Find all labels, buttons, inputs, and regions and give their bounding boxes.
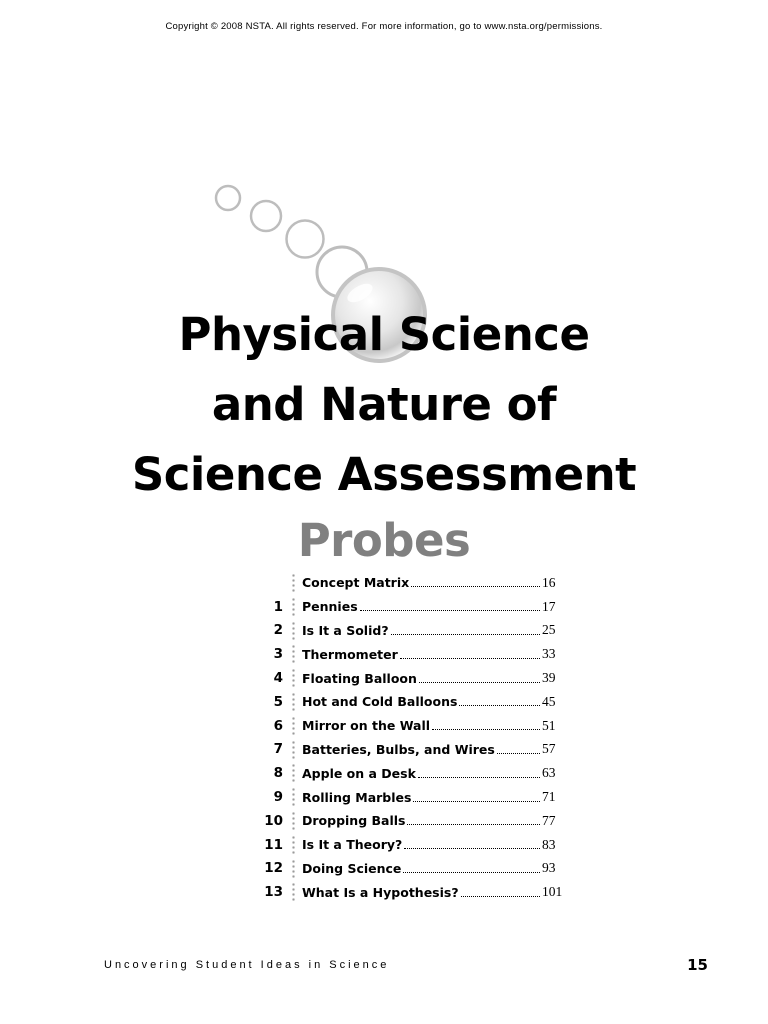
toc-dotted-divider — [283, 833, 302, 857]
toc-entry-page: 83 — [542, 836, 556, 852]
toc-entry-title: Doing Science — [302, 860, 402, 876]
toc-dot-leader — [403, 872, 540, 873]
toc-dot-leader — [461, 896, 540, 897]
toc-dotted-divider — [283, 571, 302, 595]
toc-entry-number: 5 — [273, 693, 283, 710]
toc-entry-page: 25 — [542, 622, 556, 638]
table-of-contents — [240, 571, 563, 904]
toc-dotted-divider — [283, 642, 302, 666]
toc-entry-title: Is It a Theory? — [302, 837, 403, 853]
toc-entry-page: 93 — [542, 860, 556, 876]
toc-dotted-divider — [283, 785, 302, 809]
toc-entry — [240, 714, 560, 738]
toc-entry — [240, 809, 560, 833]
toc-entry-number: 7 — [273, 741, 283, 758]
toc-entry-number: 9 — [273, 789, 283, 806]
toc-entry-title: Mirror on the Wall — [302, 718, 431, 734]
toc-entry-number: 13 — [264, 884, 283, 901]
toc-entry-title: Pennies — [302, 599, 358, 615]
toc-entry — [240, 833, 560, 857]
toc-dot-leader — [459, 705, 540, 706]
toc-dot-leader — [432, 729, 540, 730]
toc-entry-number: 3 — [273, 646, 283, 663]
toc-dot-leader — [419, 682, 540, 683]
toc-entry-title: Thermometer — [302, 646, 398, 662]
toc-entry-number: 2 — [273, 622, 283, 639]
toc-dot-leader — [360, 610, 540, 611]
toc-entry-number: 6 — [273, 717, 283, 734]
toc-entry-number: 8 — [273, 765, 283, 782]
toc-dotted-divider — [283, 809, 302, 833]
toc-entry — [240, 595, 560, 619]
toc-entry — [240, 619, 560, 643]
toc-entry-number: 1 — [273, 598, 283, 615]
toc-dotted-divider — [283, 880, 302, 904]
toc-entry — [240, 738, 560, 762]
title-probes: Probes — [297, 514, 471, 567]
toc-dot-leader — [407, 824, 540, 825]
toc-dot-leader — [418, 777, 540, 778]
toc-entry-title: What Is a Hypothesis? — [302, 884, 459, 900]
toc-dot-leader — [400, 658, 540, 659]
toc-entry-page: 17 — [542, 598, 556, 614]
toc-dotted-divider — [283, 857, 302, 881]
copyright-notice: Copyright © 2008 NSTA. All rights reserved. For more information, go to www.nsta.org/permissions. — [165, 21, 603, 32]
title-line-1: Physical Science — [178, 308, 590, 361]
toc-dot-leader — [497, 753, 540, 754]
toc-dot-leader — [404, 848, 540, 849]
toc-entry-page: 57 — [542, 741, 556, 757]
footer-book-title: Uncovering Student Ideas in Science — [104, 959, 390, 971]
toc-entry-page: 71 — [542, 789, 556, 805]
title-line-3: Science Assessment — [131, 448, 637, 501]
toc-entry — [240, 880, 563, 904]
toc-dotted-divider — [283, 714, 302, 738]
toc-entry — [240, 857, 560, 881]
toc-dotted-divider — [283, 761, 302, 785]
title-line-2: and Nature of — [211, 378, 557, 431]
toc-entry-title: Batteries, Bulbs, and Wires — [302, 741, 495, 757]
chapter-title — [0, 300, 768, 572]
toc-entry — [240, 690, 560, 714]
toc-entry-page: 63 — [542, 765, 556, 781]
toc-entry-page: 16 — [542, 574, 556, 590]
toc-dot-leader — [391, 634, 540, 635]
toc-dotted-divider — [283, 619, 302, 643]
toc-entry-title: Concept Matrix — [302, 575, 410, 591]
toc-entry-title: Rolling Marbles — [302, 789, 412, 805]
toc-entry-number: 11 — [264, 836, 283, 853]
toc-entry-page: 39 — [542, 670, 556, 686]
toc-entry-title: Is It a Solid? — [302, 622, 389, 638]
footer-page-number: 15 — [687, 956, 708, 974]
toc-dotted-divider — [283, 595, 302, 619]
toc-dotted-divider — [283, 738, 302, 762]
toc-entry — [240, 666, 560, 690]
toc-entry — [240, 571, 560, 595]
toc-entry-page: 51 — [542, 717, 556, 733]
toc-dot-leader — [411, 586, 540, 587]
toc-entry-page: 33 — [542, 646, 556, 662]
toc-entry-number: 12 — [264, 860, 283, 877]
toc-entry-title: Dropping Balls — [302, 813, 406, 829]
toc-entry — [240, 761, 560, 785]
toc-entry-title: Floating Balloon — [302, 670, 417, 686]
toc-dotted-divider — [283, 690, 302, 714]
toc-entry-title: Apple on a Desk — [302, 765, 416, 781]
toc-dotted-divider — [283, 666, 302, 690]
toc-entry-page: 77 — [542, 812, 556, 828]
toc-dot-leader — [413, 801, 540, 802]
toc-entry-number: 4 — [273, 670, 283, 687]
toc-entry-page: 45 — [542, 693, 556, 709]
toc-entry-title: Hot and Cold Balloons — [302, 694, 458, 710]
toc-entry-page: 101 — [542, 884, 563, 900]
toc-entry-number: 10 — [264, 812, 283, 829]
toc-entry — [240, 642, 560, 666]
toc-entry — [240, 785, 560, 809]
